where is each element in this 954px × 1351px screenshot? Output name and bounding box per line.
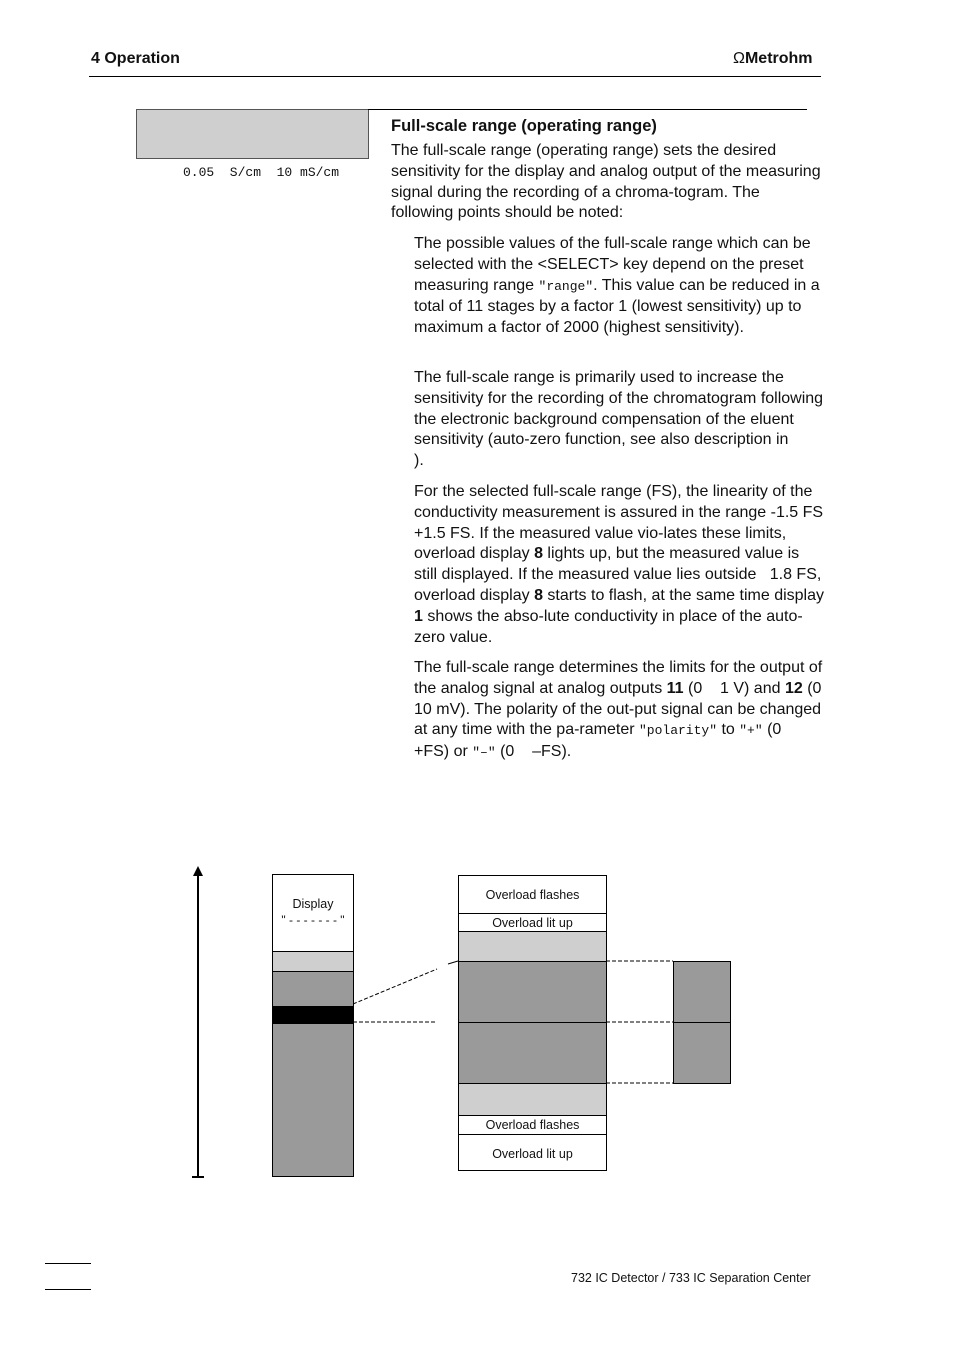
- section-header: 4 Operation: [91, 50, 180, 67]
- paragraph-sensitivity: The full-scale range is primarily used to increase the sensitivity for the recording of the chromatogram following the electronic background compensation of the eluent sensitivity (auto-zero function, see also description in ).: [414, 369, 873, 470]
- intro-paragraph: The full-scale range (operating range) sets the desired sensitivity for the display and analog output of the measuring signal during the recording of a chroma-togram. The following points should be noted:: [391, 142, 821, 222]
- text: (0 +FS) or: [414, 721, 800, 761]
- text: to: [717, 721, 740, 739]
- output-number: 11: [666, 679, 684, 697]
- code-range: "range": [538, 278, 594, 294]
- connector-line-upper-end: [448, 961, 458, 964]
- display-band-lower: [272, 1023, 354, 1177]
- text: starts to flash, at the same time display: [542, 586, 829, 604]
- text: (0 –FS).: [495, 743, 572, 761]
- footer-rule-bottom: [45, 1289, 91, 1290]
- display-band-light: [272, 951, 354, 972]
- range-values: 0.05 S/cm 10 mS/cm: [183, 165, 340, 180]
- code-plus: "+": [739, 723, 763, 739]
- code-polarity: "polarity": [638, 723, 717, 739]
- overload-lit-bottom-label: Overload lit up: [492, 1147, 573, 1161]
- display-box: [272, 874, 354, 952]
- overload-lit-top-label: Overload lit up: [492, 916, 573, 930]
- text: (0 10 mV). The polarity of the out-put signal can be changed at any time with the pa-rameter: [414, 679, 840, 739]
- text: For the selected full-scale range (FS), the linearity of the conductivity measurement is assured in the range -1.5 FS +1.5 FS. If the measured value vio-lates these limits, overload display: [414, 483, 841, 563]
- footer-rule-top: [45, 1263, 91, 1264]
- overload-flashes-top-box: [458, 875, 607, 914]
- scale-band-negative: [458, 1022, 607, 1084]
- scale-band-positive: [458, 961, 607, 1023]
- scale-band-light-top: [458, 931, 607, 962]
- footer-product: 732 IC Detector / 733 IC Separation Center: [571, 1271, 811, 1285]
- display-band-black: [272, 1006, 354, 1024]
- brand-name: Metrohm: [744, 50, 813, 67]
- overload-flashes-bottom-box: [458, 1115, 607, 1135]
- output-number: 12: [784, 679, 803, 697]
- text: . This value can be reduced in a total of 11 stages by a factor 1 (lowest sensitivity) up to maximum a factor of 2000 (highest sensitivity).: [414, 276, 820, 337]
- display-number: 8: [534, 586, 543, 604]
- code-minus: "–": [472, 745, 496, 761]
- overload-flashes-bottom-label: Overload flashes: [485, 1118, 580, 1132]
- connector-line-upper: [353, 969, 437, 1004]
- analog-output-negative: [673, 1022, 731, 1084]
- text: The possible values of the full-scale range which can be selected with the <SELECT> key depend on the preset measuring range: [414, 235, 811, 294]
- display-dashes: " - - - - - - - ": [281, 913, 345, 927]
- text: shows the abso-lute conductivity in place of the auto-zero value.: [414, 607, 803, 646]
- overload-lit-bottom-box: [458, 1134, 607, 1171]
- analog-output-positive: [673, 961, 731, 1023]
- section-title: Full-scale range (operating range): [391, 117, 657, 135]
- display-label: Display: [292, 897, 334, 911]
- text: lights up, but the measured value is still displayed. If the measured value lies outside 1.8 FS, overload display: [414, 545, 826, 604]
- display-number: 1: [414, 607, 423, 625]
- arrow-up-icon: [193, 866, 203, 876]
- display-band-mid: [272, 971, 354, 1007]
- text: (0 1 V) and: [683, 679, 785, 697]
- overload-lit-top-box: [458, 913, 607, 932]
- display-number: 8: [534, 545, 543, 563]
- omega-icon: Ω: [733, 50, 745, 67]
- overload-flashes-top-label: Overload flashes: [485, 888, 580, 902]
- text: The full-scale range determines the limits for the output of the analog signal at analog outputs: [414, 659, 827, 697]
- scale-band-light-bottom: [458, 1083, 607, 1116]
